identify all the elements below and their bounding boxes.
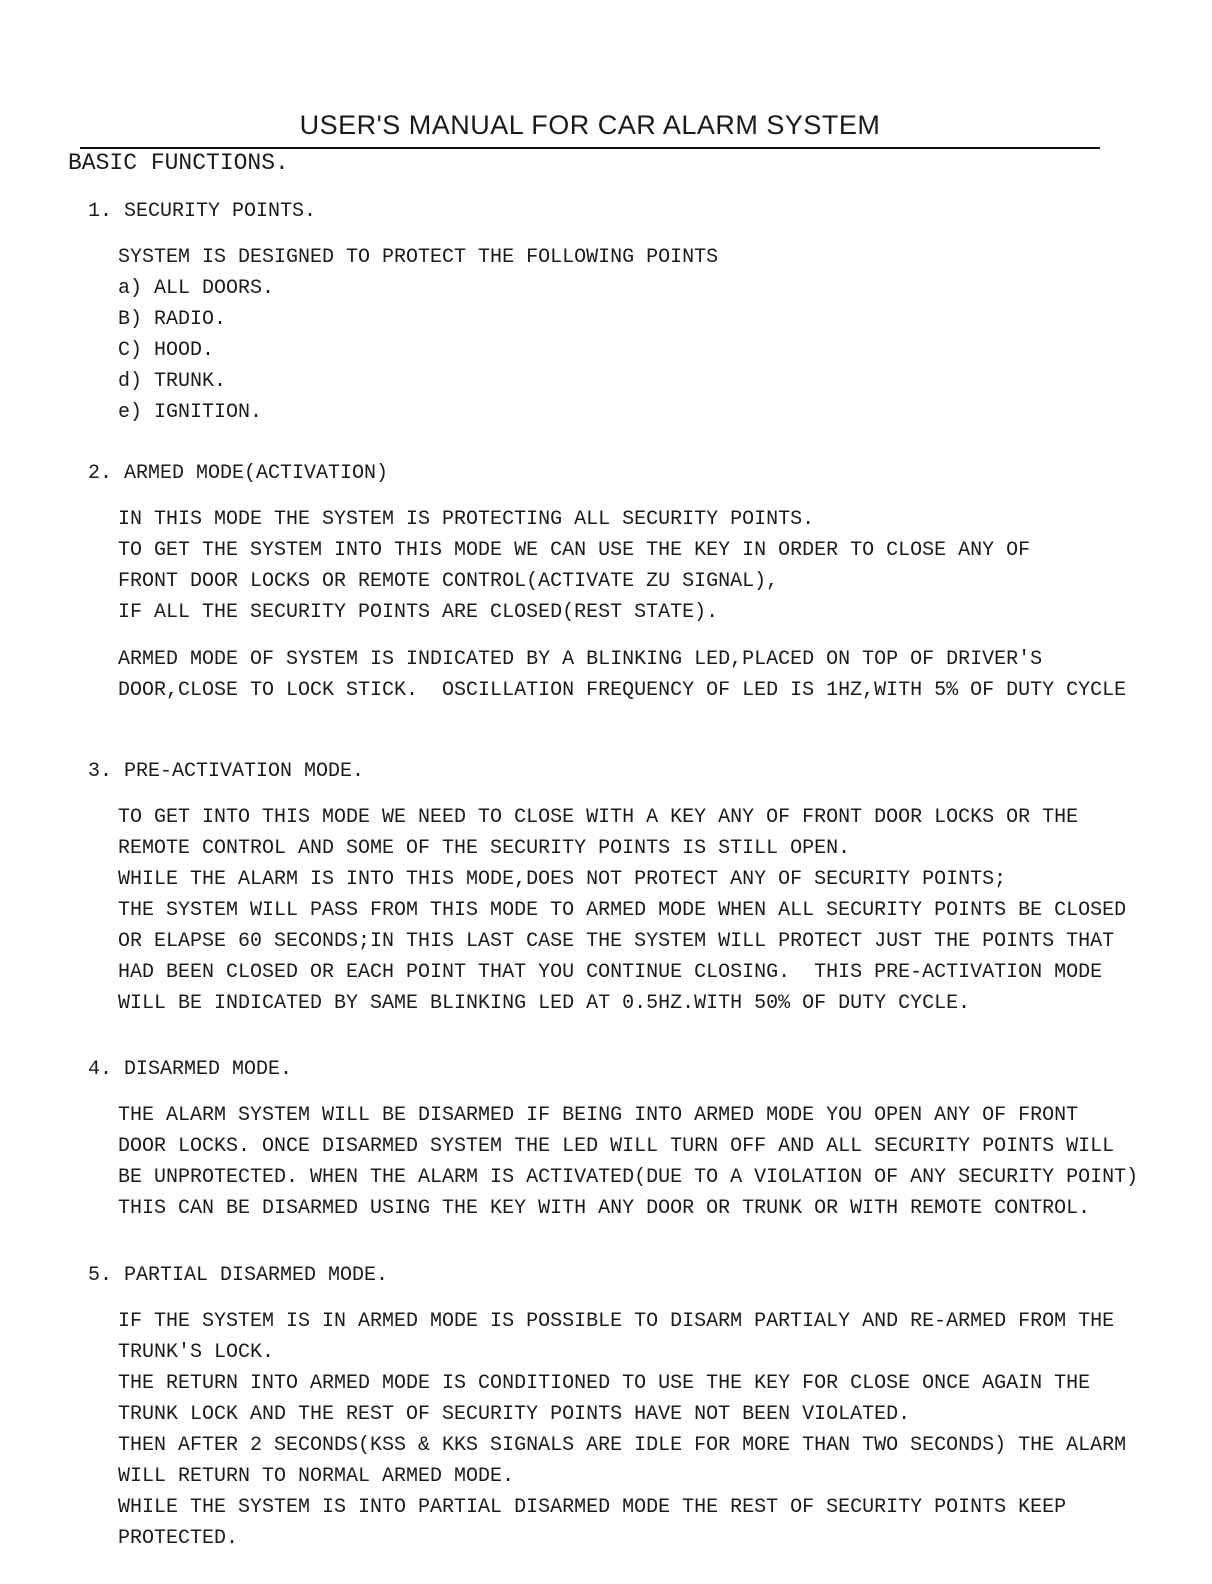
text-line: TO GET INTO THIS MODE WE NEED TO CLOSE WITH A KEY ANY OF FRONT DOOR LOCKS OR THE <box>118 806 1079 829</box>
section-heading: 4. DISARMED MODE. <box>88 1058 293 1081</box>
section-5 <box>88 1260 1148 1554</box>
text-line: TRUNK'S LOCK. <box>118 1341 275 1364</box>
section-heading: 3. PRE-ACTIVATION MODE. <box>88 760 365 783</box>
text-line: THIS CAN BE DISARMED USING THE KEY WITH ANY DOOR OR TRUNK OR WITH REMOTE CONTROL. <box>118 1197 1091 1220</box>
paragraph-gap <box>118 628 1148 644</box>
section-2 <box>88 458 1148 706</box>
text-line: TO GET THE SYSTEM INTO THIS MODE WE CAN USE THE KEY IN ORDER TO CLOSE ANY OF <box>118 539 1031 562</box>
text-line: DOOR,CLOSE TO LOCK STICK. OSCILLATION FREQUENCY OF LED IS 1HZ,WITH 5% OF DUTY CYCLE <box>118 679 1127 702</box>
text-line: d) TRUNK. <box>118 370 227 393</box>
section-heading: 2. ARMED MODE(ACTIVATION) <box>88 462 389 485</box>
section-body <box>88 504 1148 706</box>
text-line: SYSTEM IS DESIGNED TO PROTECT THE FOLLOWING POINTS <box>118 246 719 269</box>
text-line: e) IGNITION. <box>118 401 263 424</box>
section-body <box>88 1306 1148 1554</box>
text-line: C) HOOD. <box>118 339 215 362</box>
section-1 <box>88 196 1148 428</box>
text-line: THE ALARM SYSTEM WILL BE DISARMED IF BEING INTO ARMED MODE YOU OPEN ANY OF FRONT <box>118 1104 1079 1127</box>
text-line: IN THIS MODE THE SYSTEM IS PROTECTING ALL SECURITY POINTS. <box>118 508 815 531</box>
text-line: WHILE THE ALARM IS INTO THIS MODE,DOES NOT PROTECT ANY OF SECURITY POINTS; <box>118 868 1007 891</box>
text-line: TRUNK LOCK AND THE REST OF SECURITY POINTS HAVE NOT BEEN VIOLATED. <box>118 1403 911 1426</box>
text-line: OR ELAPSE 60 SECONDS;IN THIS LAST CASE THE SYSTEM WILL PROTECT JUST THE POINTS THAT <box>118 930 1115 953</box>
text-line: DOOR LOCKS. ONCE DISARMED SYSTEM THE LED WILL TURN OFF AND ALL SECURITY POINTS WILL <box>118 1135 1115 1158</box>
text-line: THE RETURN INTO ARMED MODE IS CONDITIONED TO USE THE KEY FOR CLOSE ONCE AGAIN THE <box>118 1372 1091 1395</box>
text-line: a) ALL DOORS. <box>118 277 275 300</box>
text-line: WILL RETURN TO NORMAL ARMED MODE. <box>118 1465 515 1488</box>
section-title: BASIC FUNCTIONS. <box>68 150 289 176</box>
text-line: REMOTE CONTROL AND SOME OF THE SECURITY POINTS IS STILL OPEN. <box>118 837 851 860</box>
text-line: THEN AFTER 2 SECONDS(KSS & KKS SIGNALS ARE IDLE FOR MORE THAN TWO SECONDS) THE ALARM <box>118 1434 1127 1457</box>
section-3 <box>88 756 1148 1019</box>
text-line: WILL BE INDICATED BY SAME BLINKING LED AT 0.5HZ.WITH 50% OF DUTY CYCLE. <box>118 992 971 1015</box>
text-line: IF ALL THE SECURITY POINTS ARE CLOSED(REST STATE). <box>118 601 719 624</box>
document-title: USER'S MANUAL FOR CAR ALARM SYSTEM <box>299 110 881 140</box>
section-heading: 5. PARTIAL DISARMED MODE. <box>88 1264 389 1287</box>
text-line: PROTECTED. <box>118 1527 239 1550</box>
text-line: ARMED MODE OF SYSTEM IS INDICATED BY A BLINKING LED,PLACED ON TOP OF DRIVER'S <box>118 648 1043 671</box>
section-body <box>88 802 1148 1019</box>
text-line: WHILE THE SYSTEM IS INTO PARTIAL DISARMED MODE THE REST OF SECURITY POINTS KEEP <box>118 1496 1067 1519</box>
text-line: HAD BEEN CLOSED OR EACH POINT THAT YOU CONTINUE CLOSING. THIS PRE-ACTIVATION MODE <box>118 961 1103 984</box>
text-line: THE SYSTEM WILL PASS FROM THIS MODE TO ARMED MODE WHEN ALL SECURITY POINTS BE CLOSED <box>118 899 1127 922</box>
text-line: B) RADIO. <box>118 308 227 331</box>
text-line: IF THE SYSTEM IS IN ARMED MODE IS POSSIBLE TO DISARM PARTIALY AND RE-ARMED FROM THE <box>118 1310 1115 1333</box>
text-line: FRONT DOOR LOCKS OR REMOTE CONTROL(ACTIVATE ZU SIGNAL), <box>118 570 779 593</box>
section-body <box>88 1100 1148 1224</box>
section-body <box>88 242 1148 428</box>
text-line: BE UNPROTECTED. WHEN THE ALARM IS ACTIVATED(DUE TO A VIOLATION OF ANY SECURITY POINT) <box>118 1166 1139 1189</box>
section-4 <box>88 1054 1148 1224</box>
section-heading: 1. SECURITY POINTS. <box>88 200 317 223</box>
